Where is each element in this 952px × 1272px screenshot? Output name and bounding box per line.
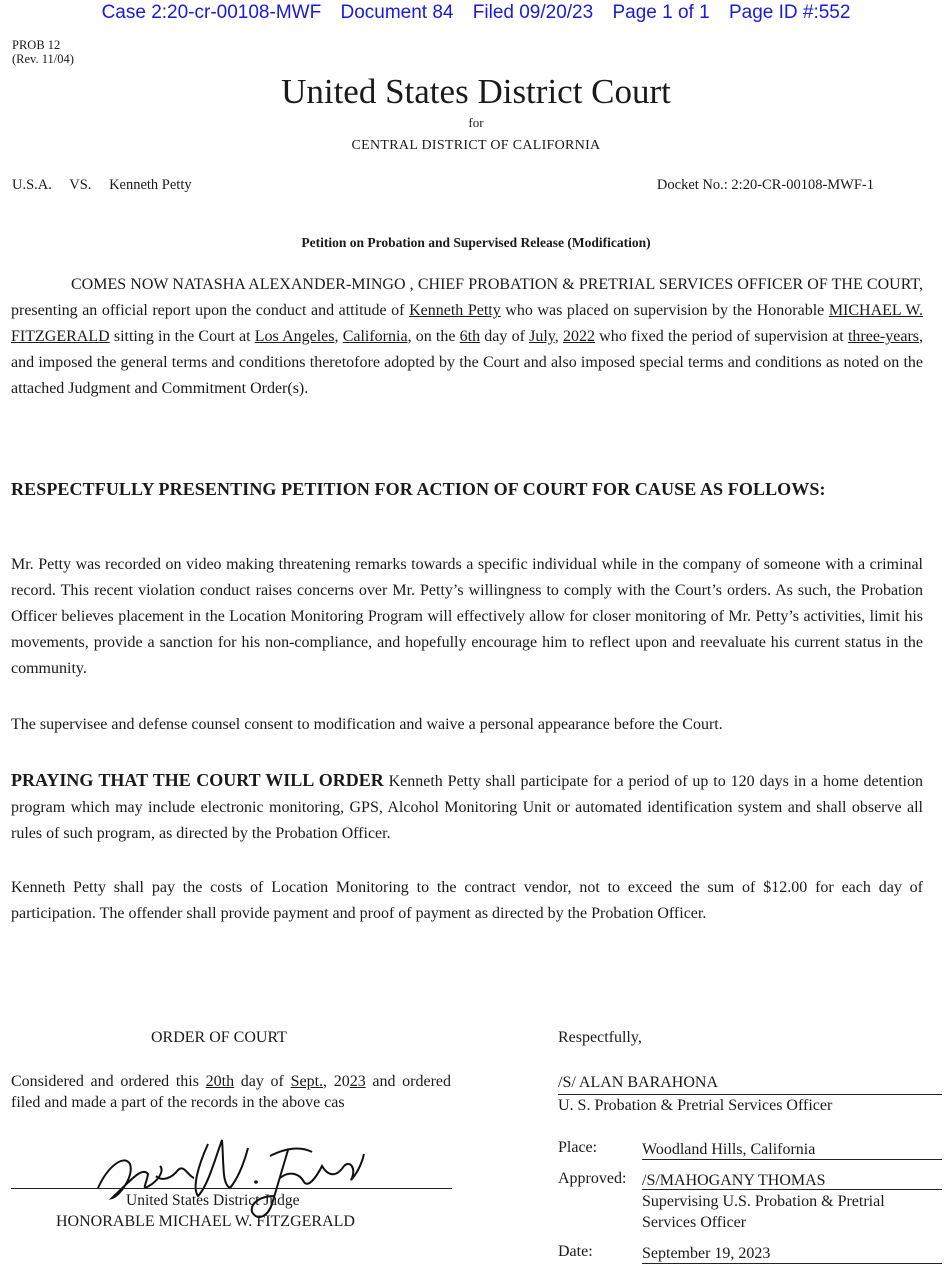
case-number: Case 2:20-cr-00108-MWF	[101, 2, 322, 23]
order-text	[11, 1071, 451, 1113]
order-text-part: , 20	[323, 1073, 350, 1090]
supervisee-name: Kenneth Petty	[409, 302, 501, 319]
court-title: United States District Court	[281, 72, 671, 111]
court-state: California	[342, 328, 408, 345]
approved-line	[642, 1189, 942, 1190]
officer-signature-line	[558, 1094, 942, 1095]
sentence-month: July	[529, 328, 555, 345]
judge-signature-line	[11, 1188, 452, 1189]
judge-printed-name: HONORABLE MICHAEL W. FITZGERALD	[56, 1213, 355, 1230]
payment-paragraph: Kenneth Petty shall pay the costs of Location Monitoring to the contract vendor, not to exceed the sum of $12.00 for each day of participation. The offender shall provide payment and proof of payment as directed by the Probation Officer.	[11, 879, 923, 922]
order-text-part: and ordered filed and made a part of the records in the above cas	[11, 1073, 452, 1111]
praying-text: Kenneth Petty shall participate for a period of up to 120 days in a home detention program which may include electronic monitoring, GPS, Alcohol Monitoring Unit or automated identification system and shall observe all rules of such program, as directed by the Probation Officer.	[11, 773, 923, 842]
cause-heading: RESPECTFULLY PRESENTING PETITION FOR ACTION OF COURT FOR CAUSE AS FOLLOWS:	[11, 479, 826, 499]
closing: Respectfully,	[558, 1029, 642, 1046]
consent-paragraph: The supervisee and defense counsel consent to modification and waive a personal appearance before the Court.	[11, 716, 723, 733]
supervision-period: three-years	[847, 328, 920, 345]
intro-paragraph	[11, 272, 923, 402]
filed-date: Filed 09/20/23	[472, 2, 594, 23]
form-number: PROB 12	[12, 38, 61, 52]
approved-title-1: Supervising U.S. Probation & Pretrial	[642, 1193, 885, 1210]
intro-text: COMES NOW NATASHA ALEXANDER-MINGO , CHIEF PROBATION & PRETRIAL SERVICES OFFICER OF THE COURT, presenting an official report upon the conduct and attitude of	[11, 276, 923, 319]
docket-number: Docket No.: 2:20-CR-00108-MWF-1	[656, 177, 874, 193]
date-label: Date:	[558, 1243, 593, 1260]
date-line	[642, 1263, 942, 1264]
intro-text: , on the	[407, 328, 460, 345]
intro-text: ,	[554, 328, 563, 345]
judge-name: MICHAEL W. FITZGERALD	[11, 302, 924, 345]
order-text-part: Considered and ordered this	[11, 1073, 206, 1090]
intro-text: who fixed the period of supervision at	[594, 328, 848, 345]
intro-text: day of	[480, 328, 530, 345]
order-month: Sept.	[290, 1073, 324, 1090]
praying-heading: PRAYING THAT THE COURT WILL ORDER	[11, 770, 384, 790]
sentence-year: 2022	[562, 328, 595, 345]
approved-label: Approved:	[558, 1170, 627, 1187]
form-revision: (Rev. 11/04)	[12, 52, 74, 66]
date-value: September 19, 2023	[642, 1245, 771, 1262]
approved-signature: /S/MAHOGANY THOMAS	[642, 1172, 826, 1189]
officer-signature: /S/ ALAN BARAHONA	[558, 1074, 719, 1091]
court-for: for	[468, 115, 484, 130]
intro-text: ,	[334, 328, 343, 345]
versus: VS.	[69, 177, 92, 193]
intro-text: who was placed on supervision by the Honorable	[500, 302, 829, 319]
cause-paragraph: Mr. Petty was recorded on video making threatening remarks towards a specific individual while in the company of someone with a criminal record. This recent violation conduct raises concerns over Mr. Petty’s willingness to comply with the Court’s orders. As such, the Probation Officer believes placement in the Location Monitoring Program will effectively allow for closer monitoring of Mr. Petty’s activities, limit his movements, provide a sanction for his non-compliance, and hopefully encourage him to reflect upon and reevaluate his current status in the community.	[11, 556, 923, 677]
sentence-day: 6th	[459, 328, 481, 345]
petition-title: Petition on Probation and Supervised Release (Modification)	[301, 235, 651, 250]
place-value: Woodland Hills, California	[642, 1141, 816, 1158]
form-code	[12, 38, 74, 66]
intro-text: sitting in the Court at	[109, 328, 255, 345]
order-text-part: day of	[234, 1073, 291, 1090]
officer-title: U. S. Probation & Pretrial Services Officer	[558, 1097, 833, 1114]
order-year: 23	[349, 1073, 366, 1090]
court-district: CENTRAL DISTRICT OF CALIFORNIA	[351, 138, 601, 153]
case-parties	[12, 177, 206, 194]
page-count: Page 1 of 1	[612, 2, 710, 23]
defendant: Kenneth Petty	[109, 177, 192, 193]
place-line	[642, 1159, 942, 1160]
page-id: Page ID #:552	[728, 2, 851, 23]
plaintiff: U.S.A.	[12, 177, 52, 193]
court-city: Los Angeles	[254, 328, 335, 345]
judge-signature	[90, 1126, 370, 1226]
filing-header	[0, 2, 952, 24]
approved-title-2: Services Officer	[642, 1214, 747, 1231]
document-number: Document 84	[340, 2, 454, 23]
place-label: Place:	[558, 1139, 598, 1156]
intro-text: , and imposed the general terms and conditions theretofore adopted by the Court and also imposed special terms and conditions as noted on the attached Judgment and Commitment Order(s).	[11, 328, 924, 397]
praying-paragraph	[11, 767, 923, 847]
order-title: ORDER OF COURT	[151, 1029, 287, 1046]
order-day: 20th	[205, 1073, 235, 1090]
judge-title: United States District Judge	[126, 1192, 300, 1209]
